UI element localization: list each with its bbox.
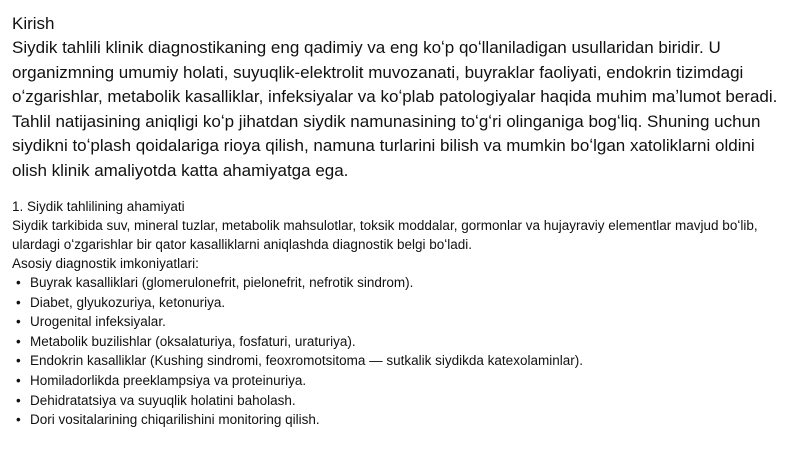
- document-page: [12, 12, 792, 430]
- section-heading: 1. Siydik tahlilining ahamiyati: [12, 199, 185, 214]
- bullet-icon: •: [16, 353, 21, 369]
- bullet-icon: •: [16, 372, 21, 388]
- list-item: [16, 410, 792, 430]
- list-item-text: Buyrak kasalliklari (glomerulonefrit, pielonefrit, nefrotik sindrom).: [30, 275, 414, 290]
- list-item: [16, 273, 792, 293]
- list-item: [16, 351, 792, 371]
- list-item: [16, 293, 792, 313]
- bullet-icon: •: [16, 314, 21, 330]
- list-item-text: Endokrin kasalliklar (Kushing sindromi, feoxromotsitoma — sutkalik siydikda katexolaminlar).: [30, 353, 583, 369]
- list-item: [16, 371, 792, 391]
- list-item: [16, 391, 792, 411]
- section-importance: [12, 197, 792, 430]
- list-item-text: Dori vositalarining chiqarilishini monitoring qilish.: [30, 412, 320, 428]
- list-item: [16, 312, 792, 332]
- intro-heading: Kirish: [12, 14, 55, 33]
- bullet-icon: •: [16, 275, 21, 290]
- bullet-icon: •: [16, 294, 21, 310]
- list-item-text: Homiladorlikda preeklampsiya va proteinuriya.: [30, 372, 307, 388]
- bullet-icon: •: [16, 333, 21, 349]
- bullet-icon: •: [16, 392, 21, 408]
- list-item-text: Urogenital infeksiyalar.: [30, 314, 166, 330]
- diagnostic-list: [12, 273, 792, 430]
- list-item-text: Diabet, glyukozuriya, ketonuriya.: [30, 294, 226, 310]
- list-item: [16, 332, 792, 352]
- intro-paragraph: Siydik tahlili klinik diagnostikaning eng qadimiy va eng koʻp qoʻllaniladigan usullaridan biridir. U organizmning umumiy holati, suyuqlik-elektrolit muvozanati, buyraklar faoliyati, endokrin tizimdagi oʻzgarishlar, metabolik kasalliklar, infeksiyalar va koʻplab patologiyalar haqida muhim maʼlumot beradi. Tahlil natijasining aniqligi koʻp jihatdan siydik namunasining toʻgʻri olinganiga bogʻliq. Shuning uchun siydikni toʻplash qoidalariga rioya qilish, namuna turlarini bilish va mumkin boʻlgan xatoliklarni oldini olish klinik amaliyotda katta ahamiyatga ega.: [12, 38, 778, 180]
- bullet-icon: •: [16, 412, 21, 428]
- section-paragraph: Siydik tarkibida suv, mineral tuzlar, metabolik mahsulotlar, toksik moddalar, gormonlar va hujayraviy elementlar mavjud boʻlib, ulardagi oʻzgarishlar bir qator kasalliklarni aniqlashda diagnostik belgi boʻladi.: [12, 218, 758, 252]
- list-item-text: Dehidratatsiya va suyuqlik holatini baholash.: [30, 392, 296, 408]
- list-item-text: Metabolik buzilishlar (oksalaturiya, fosfaturi, uraturiya).: [30, 333, 356, 349]
- list-heading: Asosiy diagnostik imkoniyatlari:: [12, 256, 199, 271]
